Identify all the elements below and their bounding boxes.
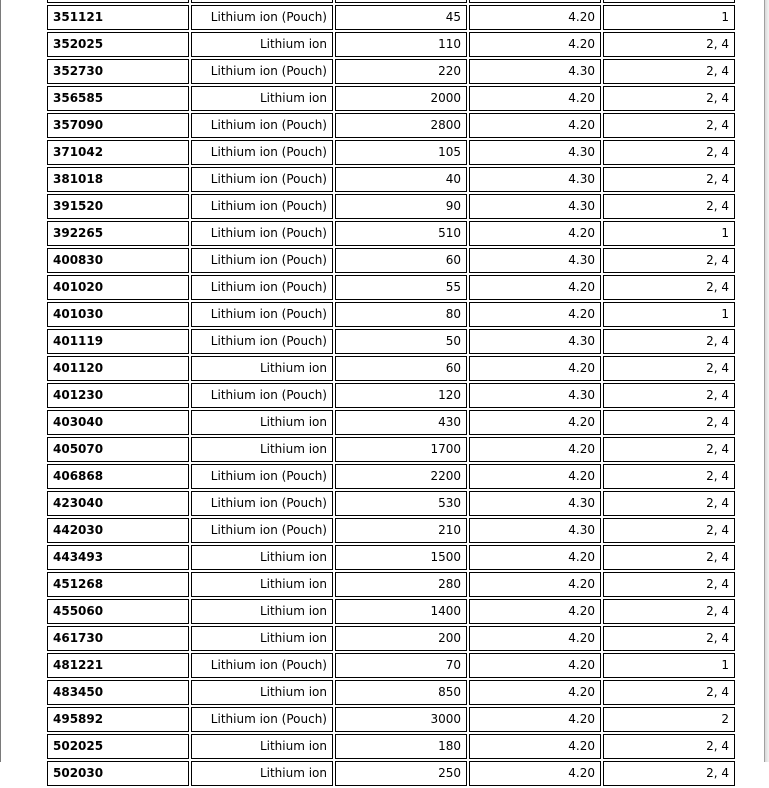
table-row (47, 599, 735, 624)
cell-capacity: 1500 (335, 545, 467, 570)
cell-notes: 2, 4 (603, 167, 735, 192)
cell-capacity: 1700 (335, 437, 467, 462)
cell-voltage: 4.20 (469, 653, 601, 678)
table-row (47, 518, 735, 543)
cell-voltage: 4.30 (469, 491, 601, 516)
cell-notes: 2, 4 (603, 545, 735, 570)
cell-chemistry: Lithium ion (Pouch) (191, 194, 333, 219)
table-row (47, 248, 735, 273)
cell-model-number: 401020 (47, 275, 189, 300)
cell-chemistry: Lithium ion (191, 86, 333, 111)
table-row (47, 32, 735, 57)
table-row (47, 707, 735, 732)
table-row (47, 59, 735, 84)
table-row (47, 86, 735, 111)
cell-capacity: 60 (335, 356, 467, 381)
cell-capacity: 250 (335, 761, 467, 786)
cell-model-number: 356585 (47, 86, 189, 111)
cell-voltage: 4.30 (469, 248, 601, 273)
cell-notes: 1 (603, 5, 735, 30)
cell-capacity: 530 (335, 491, 467, 516)
cell-model-number: 403040 (47, 410, 189, 435)
cell-model-number: 352025 (47, 32, 189, 57)
cell-notes: 1 (603, 221, 735, 246)
cell-model-number: 481221 (47, 653, 189, 678)
cell-voltage: 4.20 (469, 275, 601, 300)
table-row (47, 410, 735, 435)
cell-chemistry: Lithium ion (191, 761, 333, 786)
cell-voltage: 4.20 (469, 113, 601, 138)
cell-notes: 2, 4 (603, 464, 735, 489)
cell-capacity: 510 (335, 221, 467, 246)
cell-model-number: 352730 (47, 59, 189, 84)
cell-chemistry: Lithium ion (Pouch) (191, 653, 333, 678)
cell-voltage: 4.30 (469, 140, 601, 165)
cell-notes: 2, 4 (603, 518, 735, 543)
cell-notes: 2, 4 (603, 491, 735, 516)
cell-chemistry: Lithium ion (Pouch) (191, 113, 333, 138)
cell-voltage: 4.20 (469, 32, 601, 57)
cell-notes: 2, 4 (603, 59, 735, 84)
cell-chemistry: Lithium ion (191, 572, 333, 597)
cell-model-number: 391520 (47, 194, 189, 219)
cell-capacity: 2000 (335, 86, 467, 111)
cell-capacity: 280 (335, 572, 467, 597)
cell-model-number: 502025 (47, 734, 189, 759)
cell-voltage: 4.20 (469, 410, 601, 435)
cell-chemistry: Lithium ion (Pouch) (191, 59, 333, 84)
cell-chemistry: Lithium ion (191, 734, 333, 759)
cell-capacity: 220 (335, 59, 467, 84)
cell-voltage: 4.20 (469, 761, 601, 786)
cell-chemistry: Lithium ion (Pouch) (191, 275, 333, 300)
table-row (47, 680, 735, 705)
table-row (47, 329, 735, 354)
cell-notes: 2, 4 (603, 680, 735, 705)
cell-chemistry: Lithium ion (Pouch) (191, 140, 333, 165)
table-row (47, 275, 735, 300)
cell-capacity (335, 0, 467, 3)
cell-voltage: 4.30 (469, 383, 601, 408)
cell-notes: 2, 4 (603, 572, 735, 597)
cell-voltage: 4.20 (469, 599, 601, 624)
cell-notes: 2, 4 (603, 599, 735, 624)
cell-chemistry: Lithium ion (Pouch) (191, 707, 333, 732)
cell-chemistry: Lithium ion (191, 599, 333, 624)
cell-capacity: 180 (335, 734, 467, 759)
battery-spec-table-body (47, 0, 735, 786)
cell-voltage: 4.20 (469, 626, 601, 651)
table-row (47, 545, 735, 570)
cell-chemistry: Lithium ion (Pouch) (191, 464, 333, 489)
cell-capacity: 430 (335, 410, 467, 435)
cell-notes (603, 0, 735, 3)
cell-model-number: 455060 (47, 599, 189, 624)
cell-voltage: 4.20 (469, 86, 601, 111)
cell-voltage: 4.20 (469, 356, 601, 381)
table-row (47, 464, 735, 489)
cell-notes: 2 (603, 707, 735, 732)
table-row (47, 761, 735, 786)
cell-model-number: 351121 (47, 5, 189, 30)
table-row (47, 140, 735, 165)
cell-notes: 2, 4 (603, 626, 735, 651)
table-row (47, 113, 735, 138)
cell-model-number: 381018 (47, 167, 189, 192)
cell-model-number: 483450 (47, 680, 189, 705)
table-row (47, 491, 735, 516)
battery-spec-table (45, 0, 737, 788)
cell-chemistry: Lithium ion (Pouch) (191, 248, 333, 273)
cell-notes: 2, 4 (603, 329, 735, 354)
cell-model-number: 401120 (47, 356, 189, 381)
cell-voltage: 4.20 (469, 734, 601, 759)
table-row (47, 221, 735, 246)
cell-notes: 1 (603, 302, 735, 327)
cell-voltage: 4.20 (469, 680, 601, 705)
cell-chemistry: Lithium ion (Pouch) (191, 302, 333, 327)
cell-notes: 2, 4 (603, 248, 735, 273)
table-row (47, 626, 735, 651)
cell-chemistry: Lithium ion (Pouch) (191, 383, 333, 408)
cell-voltage: 4.20 (469, 302, 601, 327)
cell-model-number: 502030 (47, 761, 189, 786)
window-frame-shadow (765, 0, 769, 762)
table-row (47, 734, 735, 759)
cell-notes: 2, 4 (603, 383, 735, 408)
cell-capacity: 70 (335, 653, 467, 678)
table-row (47, 167, 735, 192)
cell-capacity: 850 (335, 680, 467, 705)
cell-model-number: 392265 (47, 221, 189, 246)
cell-chemistry: Lithium ion (191, 680, 333, 705)
cell-model-number: 442030 (47, 518, 189, 543)
cell-model-number: 405070 (47, 437, 189, 462)
cell-model-number: 443493 (47, 545, 189, 570)
cell-chemistry: Lithium ion (191, 356, 333, 381)
cell-model-number: 423040 (47, 491, 189, 516)
cell-voltage (469, 0, 601, 3)
document-sheet (45, 0, 729, 788)
cell-chemistry: Lithium ion (Pouch) (191, 329, 333, 354)
cell-voltage: 4.20 (469, 464, 601, 489)
cell-voltage: 4.20 (469, 437, 601, 462)
cell-capacity: 110 (335, 32, 467, 57)
table-row (47, 356, 735, 381)
cell-model-number: 401119 (47, 329, 189, 354)
cell-notes: 2, 4 (603, 140, 735, 165)
cell-chemistry: Lithium ion (Pouch) (191, 221, 333, 246)
cell-notes: 2, 4 (603, 734, 735, 759)
cell-voltage: 4.30 (469, 518, 601, 543)
table-row (47, 0, 735, 3)
cell-voltage: 4.20 (469, 5, 601, 30)
cell-notes: 2, 4 (603, 113, 735, 138)
cell-notes: 1 (603, 653, 735, 678)
cell-notes: 2, 4 (603, 194, 735, 219)
window-frame-left (0, 0, 1, 762)
cell-voltage: 4.20 (469, 545, 601, 570)
table-row (47, 572, 735, 597)
table-row (47, 302, 735, 327)
cell-model-number: 357090 (47, 113, 189, 138)
cell-chemistry: Lithium ion (Pouch) (191, 518, 333, 543)
cell-capacity: 200 (335, 626, 467, 651)
cell-capacity: 210 (335, 518, 467, 543)
cell-model-number: 461730 (47, 626, 189, 651)
cell-chemistry (191, 0, 333, 3)
cell-chemistry: Lithium ion (191, 437, 333, 462)
cell-capacity: 120 (335, 383, 467, 408)
cell-chemistry: Lithium ion (191, 545, 333, 570)
cell-notes: 2, 4 (603, 86, 735, 111)
cell-capacity: 40 (335, 167, 467, 192)
table-row (47, 383, 735, 408)
cell-voltage: 4.20 (469, 707, 601, 732)
table-row (47, 194, 735, 219)
cell-notes: 2, 4 (603, 275, 735, 300)
cell-capacity: 45 (335, 5, 467, 30)
cell-chemistry: Lithium ion (Pouch) (191, 5, 333, 30)
cell-model-number: 401030 (47, 302, 189, 327)
cell-voltage: 4.20 (469, 221, 601, 246)
table-row (47, 653, 735, 678)
cell-model-number: 406868 (47, 464, 189, 489)
cell-voltage: 4.30 (469, 59, 601, 84)
cell-notes: 2, 4 (603, 437, 735, 462)
cell-chemistry: Lithium ion (191, 626, 333, 651)
cell-voltage: 4.20 (469, 572, 601, 597)
cell-chemistry: Lithium ion (Pouch) (191, 167, 333, 192)
cell-notes: 2, 4 (603, 356, 735, 381)
cell-notes: 2, 4 (603, 410, 735, 435)
cell-chemistry: Lithium ion (191, 32, 333, 57)
cell-voltage: 4.30 (469, 329, 601, 354)
cell-model-number (47, 0, 189, 3)
cell-capacity: 80 (335, 302, 467, 327)
cell-model-number: 401230 (47, 383, 189, 408)
cell-capacity: 55 (335, 275, 467, 300)
cell-capacity: 50 (335, 329, 467, 354)
cell-notes: 2, 4 (603, 761, 735, 786)
cell-capacity: 1400 (335, 599, 467, 624)
cell-notes: 2, 4 (603, 32, 735, 57)
cell-chemistry: Lithium ion (Pouch) (191, 491, 333, 516)
cell-capacity: 2200 (335, 464, 467, 489)
cell-model-number: 400830 (47, 248, 189, 273)
cell-voltage: 4.30 (469, 194, 601, 219)
cell-capacity: 105 (335, 140, 467, 165)
cell-model-number: 451268 (47, 572, 189, 597)
cell-capacity: 2800 (335, 113, 467, 138)
cell-voltage: 4.30 (469, 167, 601, 192)
table-row (47, 5, 735, 30)
cell-capacity: 60 (335, 248, 467, 273)
cell-capacity: 90 (335, 194, 467, 219)
cell-model-number: 371042 (47, 140, 189, 165)
cell-model-number: 495892 (47, 707, 189, 732)
cell-chemistry: Lithium ion (191, 410, 333, 435)
cell-capacity: 3000 (335, 707, 467, 732)
table-row (47, 437, 735, 462)
